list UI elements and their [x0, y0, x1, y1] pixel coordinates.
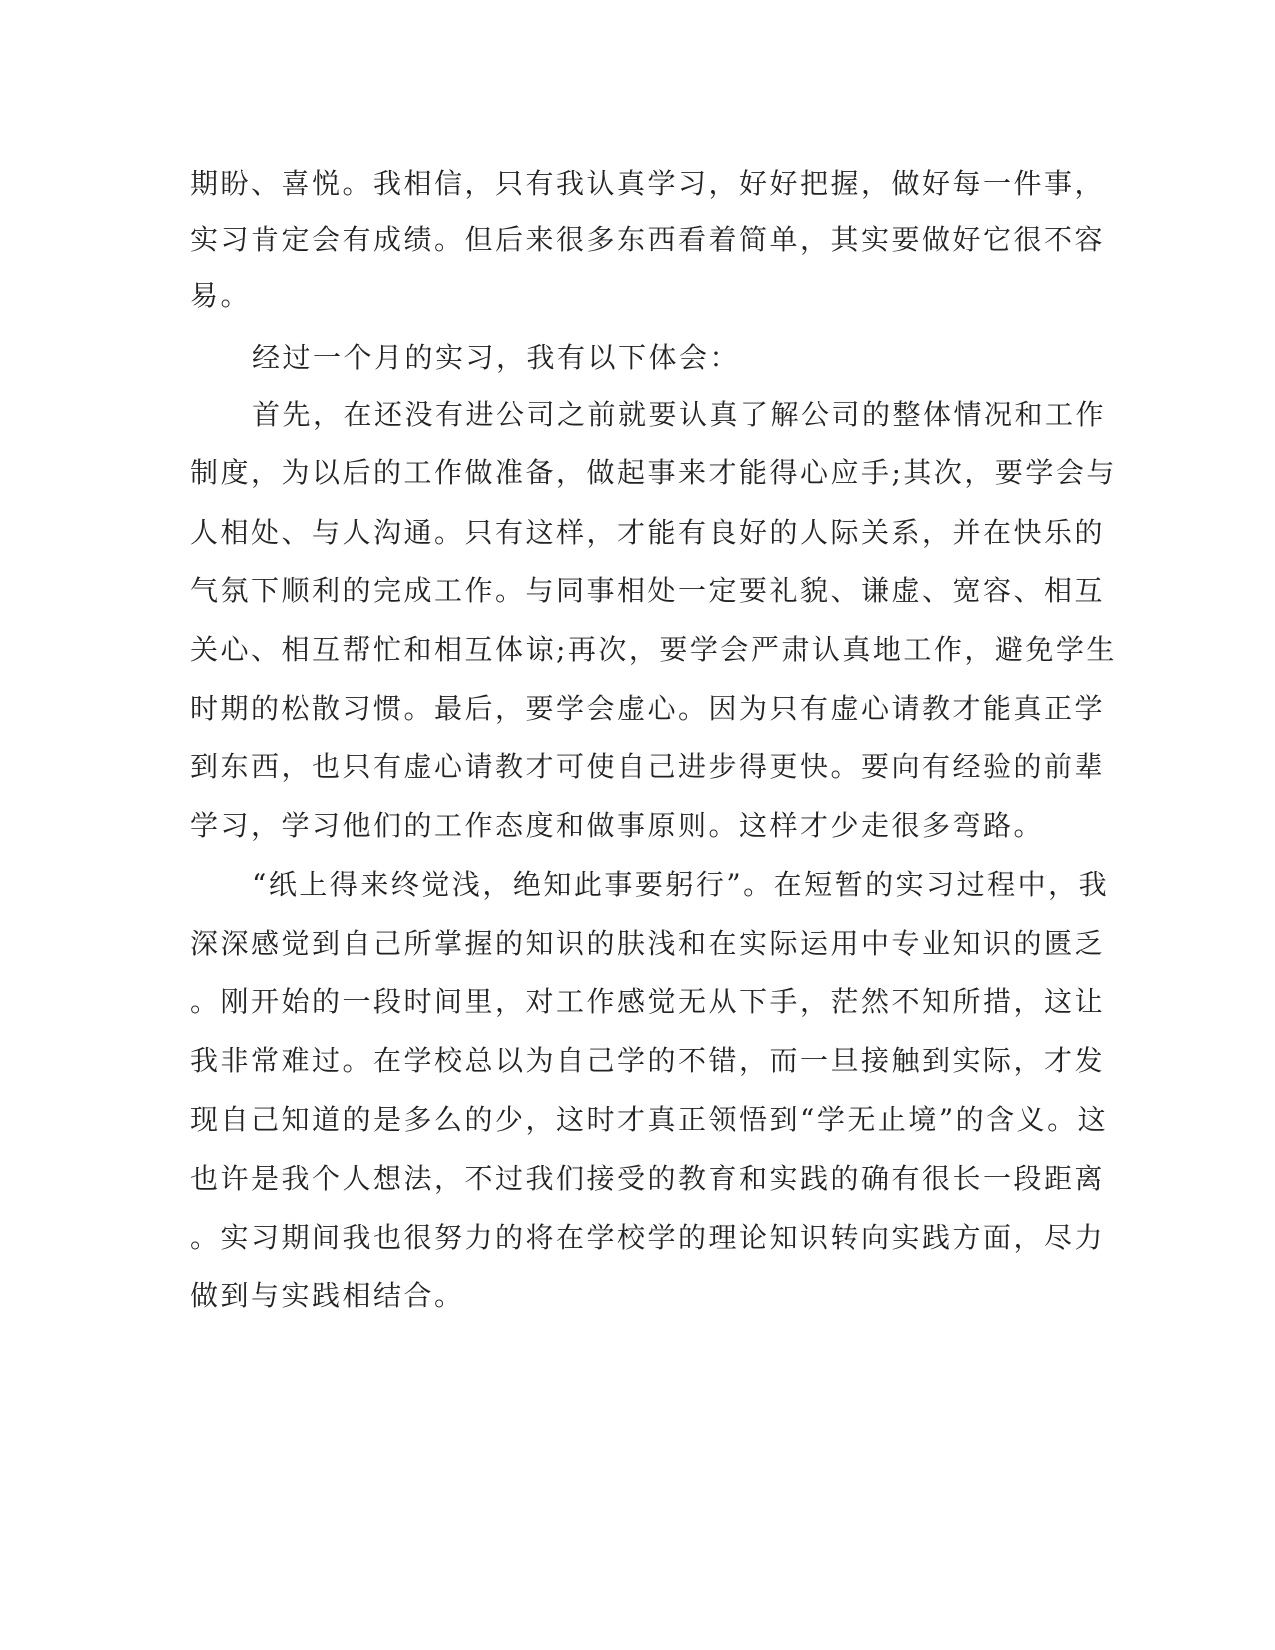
paragraph-first-line: “纸上得来终觉浅，绝知此事要躬行”。在短暂的实习过程中，我 — [252, 868, 1110, 901]
paragraph-first-line: 经过一个月的实习，我有以下体会： — [252, 341, 741, 374]
text-line: 学习，学习他们的工作态度和做事原则。这样才少走很多弯路。 — [190, 809, 1045, 842]
text-line: 人相处、与人沟通。只有这样，才能有良好的人际关系，并在快乐的 — [190, 516, 1106, 549]
paragraph-first-line: 首先，在还没有进公司之前就要认真了解公司的整体情况和工作 — [252, 398, 1107, 431]
text-line: 到东西，也只有虚心请教才可使自己进步得更快。要向有经验的前辈 — [190, 750, 1106, 783]
text-line: 现自己知道的是多么的少，这时才真正领悟到“学无止境”的含义。这 — [190, 1103, 1109, 1136]
text-line: 深深感觉到自己所掌握的知识的肤浅和在实际运用中专业知识的匮乏 — [190, 927, 1106, 960]
text-line: 制度，为以后的工作做准备，做起事来才能得心应手;其次，要学会与 — [190, 456, 1117, 489]
text-line: 也许是我个人想法，不过我们接受的教育和实践的确有很长一段距离 — [190, 1162, 1106, 1195]
text-line: 做到与实践相结合。 — [190, 1279, 465, 1312]
text-line: 实习肯定会有成绩。但后来很多东西看着简单，其实要做好它很不容 — [190, 223, 1106, 256]
text-line: 。实习期间我也很努力的将在学校学的理论知识转向实践方面，尽力 — [190, 1221, 1106, 1254]
text-line: 我非常难过。在学校总以为自己学的不错，而一旦接触到实际，才发 — [190, 1044, 1106, 1077]
text-line: 气氛下顺利的完成工作。与同事相处一定要礼貌、谦虚、宽容、相互 — [190, 574, 1106, 607]
text-line: 期盼、喜悦。我相信，只有我认真学习，好好把握，做好每一件事， — [190, 167, 1106, 200]
text-line: 易。 — [190, 279, 252, 312]
text-line: 时期的松散习惯。最后，要学会虚心。因为只有虚心请教才能真正学 — [190, 692, 1106, 725]
text-line: 。刚开始的一段时间里，对工作感觉无从下手，茫然不知所措，这让 — [190, 985, 1106, 1018]
text-line: 关心、相互帮忙和相互体谅;再次，要学会严肃认真地工作，避免学生 — [190, 633, 1117, 666]
